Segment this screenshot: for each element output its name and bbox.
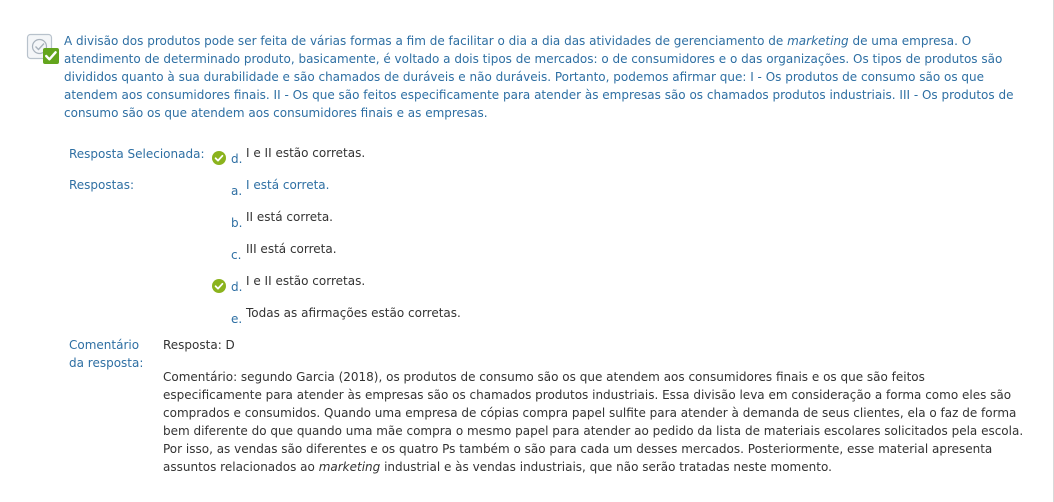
- answer-option-a: [212, 179, 712, 199]
- answer-option-c: [212, 243, 712, 263]
- option-letter: e.: [231, 312, 243, 326]
- option-letter: a.: [231, 184, 243, 198]
- answer-comment: [163, 336, 1025, 476]
- comment-answer-line: Resposta: D: [163, 338, 235, 352]
- option-letter: d.: [231, 280, 243, 294]
- selected-answer: [212, 147, 712, 167]
- answers-label: Respostas:: [69, 178, 134, 192]
- option-text: II está correta.: [246, 210, 333, 224]
- answer-option-d: [212, 275, 712, 295]
- question-emphasis: marketing: [787, 34, 849, 48]
- correct-check-icon: [26, 33, 60, 65]
- option-letter: c.: [231, 248, 242, 262]
- option-text: I está correta.: [246, 178, 330, 192]
- selected-answer-label: Resposta Selecionada:: [69, 147, 205, 161]
- green-check-icon: [212, 279, 226, 293]
- answer-option-b: [212, 211, 712, 231]
- green-check-icon: [212, 151, 226, 165]
- option-text: Todas as afirmações estão corretas.: [246, 306, 461, 320]
- comment-body: Comentário: segundo Garcia (2018), os produtos de consumo são os que atendem aos consumidores finais e os que são feitos especificamente para atender às empresas são os chamados produtos industriais. Essa divisão leva em consideração a forma como eles são comprados e consumidos. Quando uma empresa de cópias compra papel sulfite para atender à demanda de seus clientes, ela o faz de forma bem diferente do que quando uma mãe compra o mesmo papel para atender ao pedido da lista de materiais escolares solicitados pela escola. Por isso, as vendas são diferentes e os quatro Ps também o são para cada um desses mercados. Posteriormente, esse material apresenta assuntos relacionados ao marketing industrial e às vendas industriais, que não serão tratadas neste momento.: [163, 370, 1024, 474]
- answer-option-e: [212, 307, 712, 327]
- option-letter: b.: [231, 216, 243, 230]
- selected-answer-letter: d.: [231, 152, 243, 166]
- option-text: I e II estão corretas.: [246, 274, 366, 288]
- selected-answer-text: I e II estão corretas.: [246, 146, 366, 160]
- comment-label: Comentário da resposta:: [69, 338, 144, 370]
- question-text: A divisão dos produtos pode ser feita de várias formas a fim de facilitar o dia a dia das atividades de gerenciamento de marketing de uma empresa. O atendimento de determinado produto, basicamente, é voltado a dois tipos de mercados: o de consumidores e o das organizações. Os tipos de produtos são divididos quanto à sua durabilidade e são chamados de duráveis e não duráveis. Portanto, podemos afirmar que: I - Os produtos de consumo são os que atendem aos consumidores finais. II - Os que são feitos especificamente para atender às empresas são os chamados produtos industriais. III - Os produtos de consumo são os que atendem aos consumidores finais e as empresas.: [64, 34, 1014, 120]
- option-text: III está correta.: [246, 242, 337, 256]
